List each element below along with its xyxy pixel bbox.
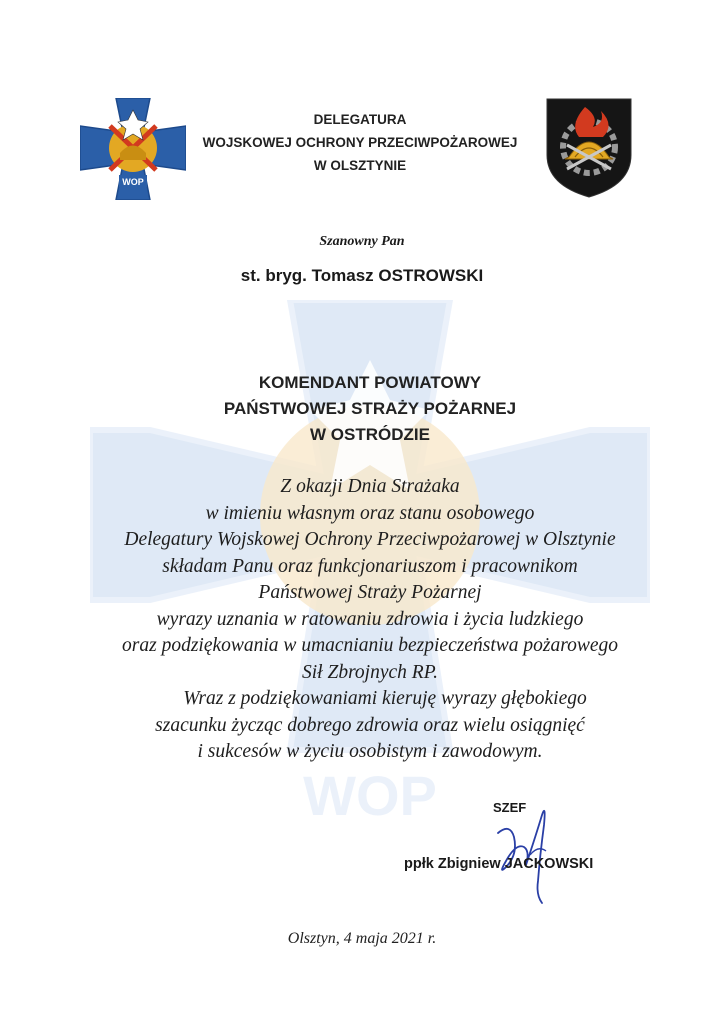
salutation: Szanowny Pan: [319, 234, 405, 249]
body-line: i sukcesów w życiu osobistym i zawodowym.: [197, 741, 543, 762]
signature-role: SZEF: [493, 800, 527, 815]
document-date: Olsztyn, 4 maja 2021 r.: [287, 930, 437, 947]
header-line-3: W OLSZTYNIE: [313, 158, 407, 173]
header-line-2: WOJSKOWEJ OCHRONY PRZECIWPOŻAROWEJ: [202, 135, 518, 150]
body-line: w imieniu własnym oraz stanu osobowego: [205, 502, 535, 524]
addressee-block: [160, 370, 580, 448]
body-line: składam Panu oraz funkcjonariuszom i pracownikom: [162, 555, 578, 577]
handwritten-signature-icon: [480, 795, 570, 905]
addressee-line-1: KOMENDANT POWIATOWY: [258, 373, 482, 392]
body-line: oraz podziękowania w umacnianiu bezpieczeństwa pożarowego: [122, 635, 618, 656]
header-line-1: DELEGATURA: [313, 112, 407, 127]
firefighter-helmet-shield-icon: [543, 93, 635, 199]
body-line: Delegatury Wojskowej Ochrony Przeciwpożarowej w Olsztynie: [124, 529, 616, 550]
recipient-name: st. bryg. Tomasz OSTROWSKI: [240, 266, 484, 285]
body-line: Wraz z podziękowaniami kieruję wyrazy głębokiego: [183, 688, 587, 709]
addressee-line-2: PAŃSTWOWEJ STRAŻY POŻARNEJ: [223, 399, 517, 418]
body-line: Sił Zbrojnych RP.: [302, 661, 438, 683]
watermark-text: WOP: [303, 764, 437, 827]
body-line: Z okazji Dnia Strażaka: [280, 476, 460, 497]
addressee-line-3: W OSTRÓDZIE: [310, 425, 430, 444]
body-line: Państwowej Straży Pożarnej: [258, 582, 482, 603]
body-line: wyrazy uznania w ratowaniu zdrowia i życia ludzkiego: [156, 608, 584, 630]
left-logo-text: WOP: [122, 177, 144, 187]
letter-body: [60, 474, 680, 766]
wop-cross-emblem-icon: [80, 98, 186, 200]
header-title: [190, 108, 530, 177]
signer-name: ppłk Zbigniew JACKOWSKI: [404, 856, 594, 872]
body-line: szacunku życząc dobrego zdrowia oraz wielu osiągnięć: [155, 714, 585, 736]
